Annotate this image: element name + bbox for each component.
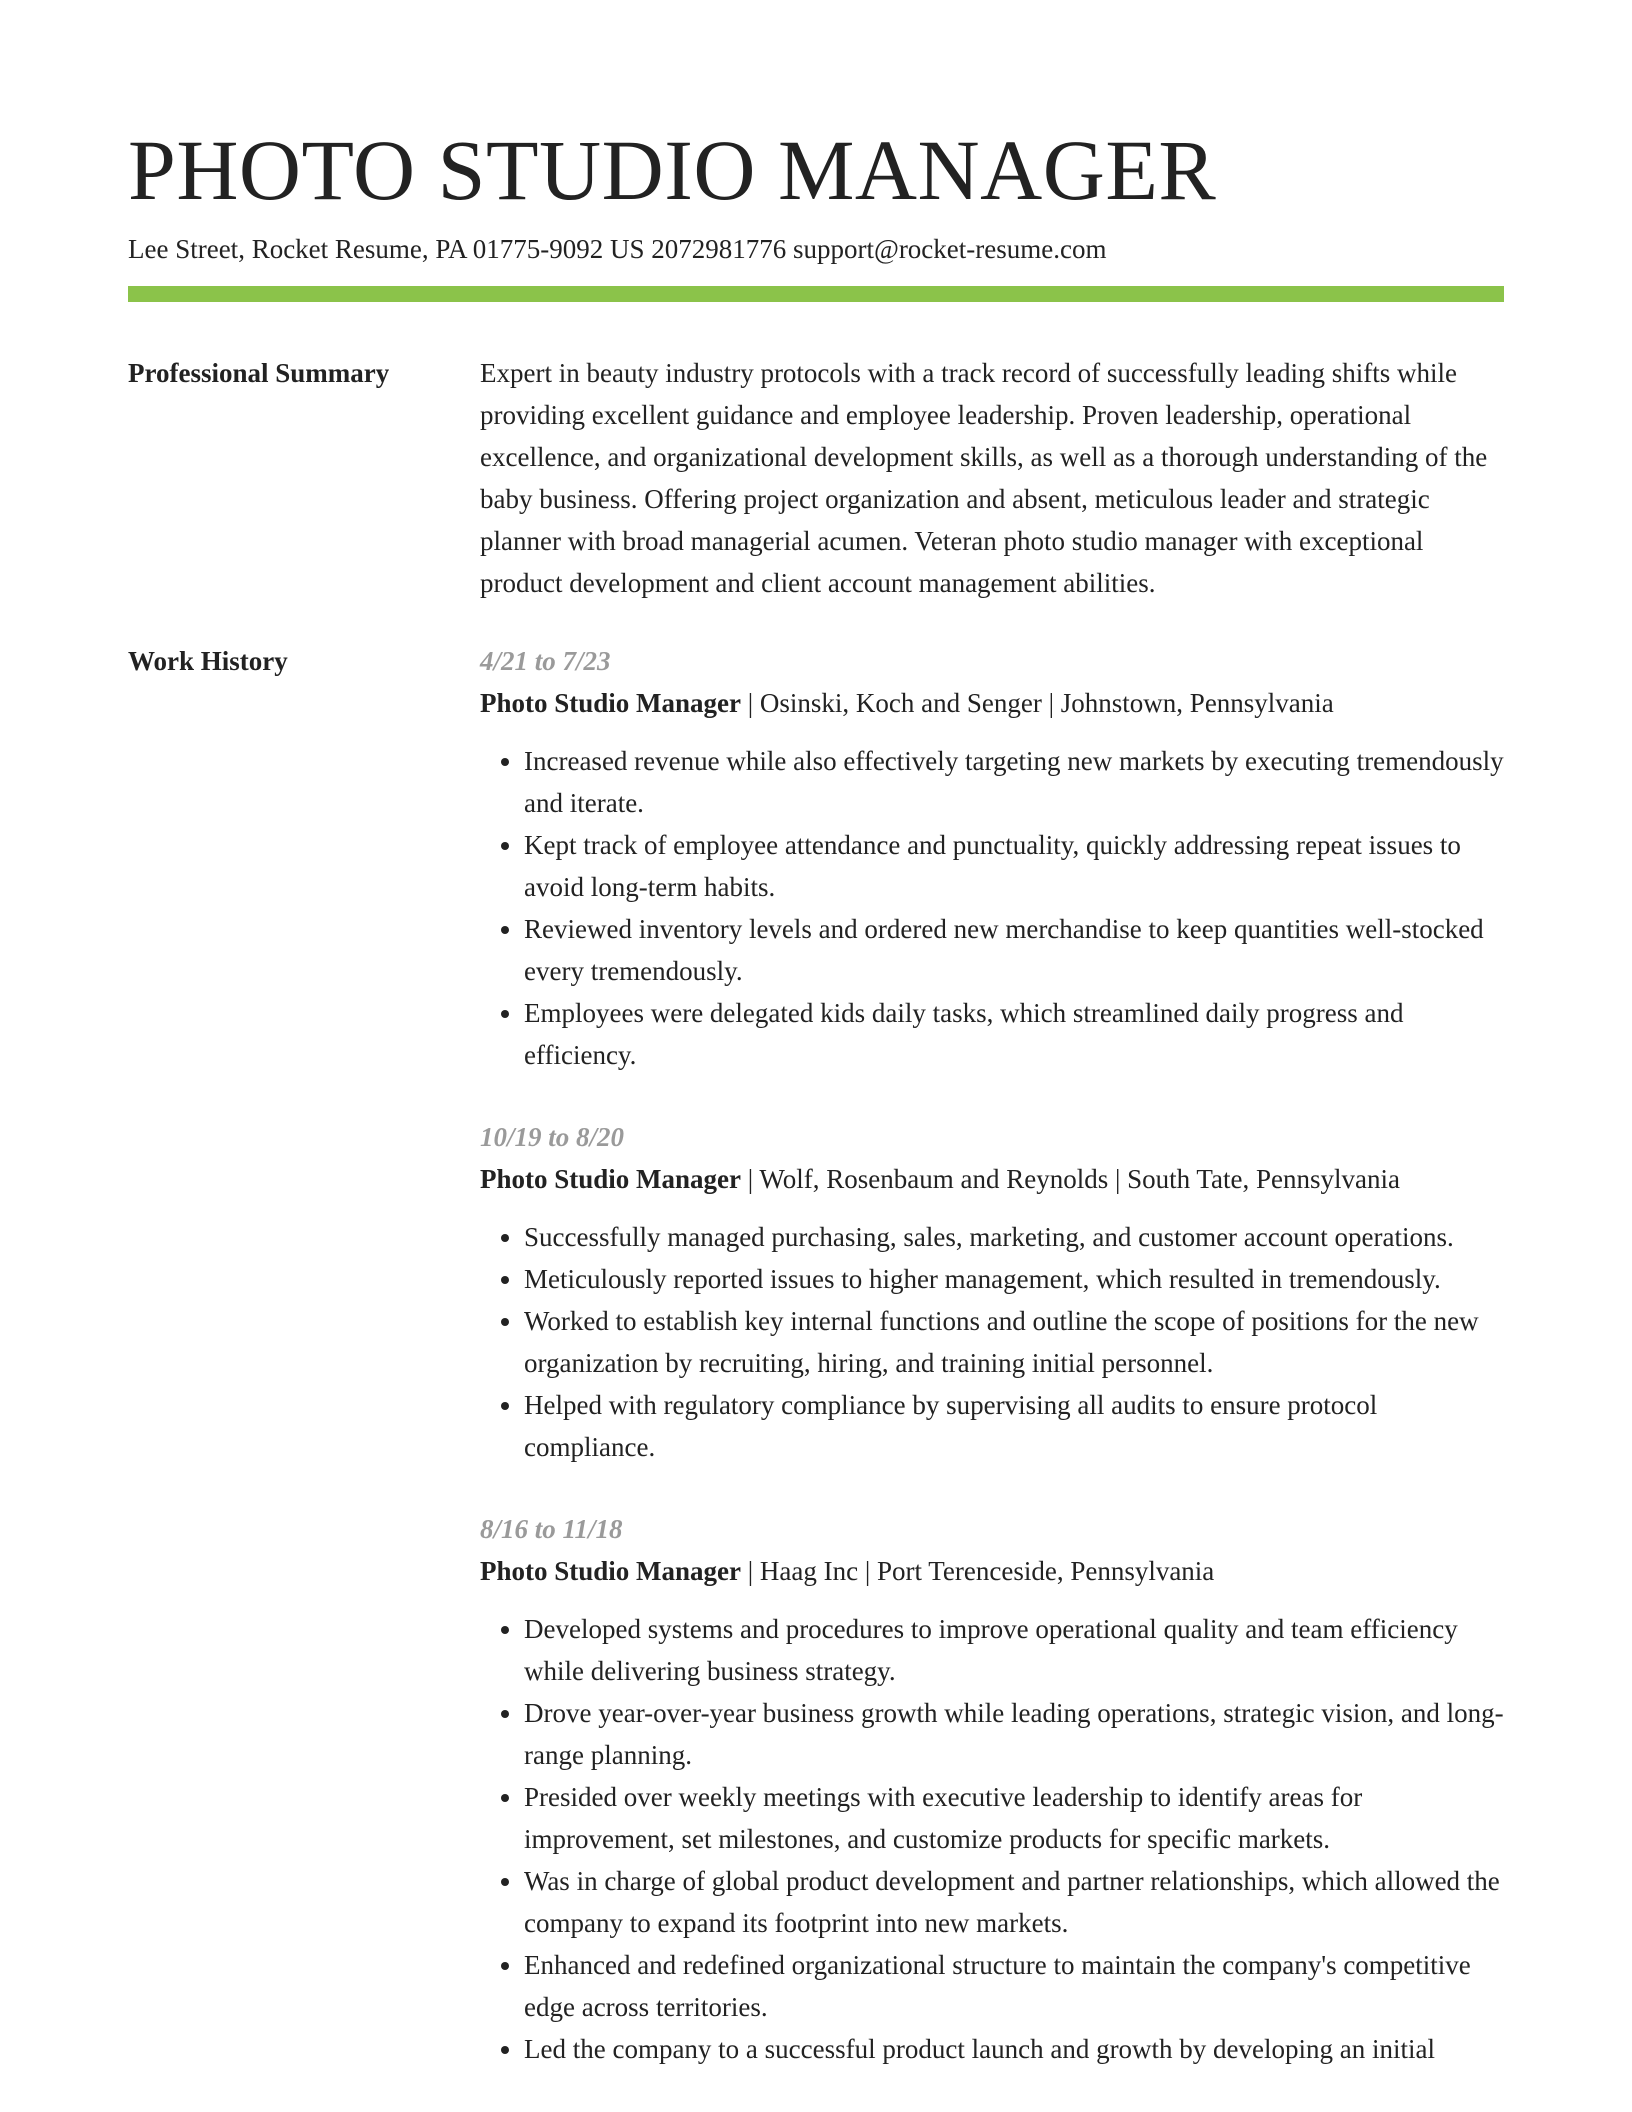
section-heading-summary: Professional Summary <box>128 358 390 388</box>
job-bullet: • Increased revenue while also effectively targeting new markets by executing tremendously and iterate. <box>524 740 1504 824</box>
contact-line: Lee Street, Rocket Resume, PA 01775-9092 US 2072981776 support@rocket-resume.com <box>128 234 1107 264</box>
accent-divider <box>128 286 1504 302</box>
job-bullet: • Kept track of employee attendance and punctuality, quickly addressing repeat issues to avoid long-term habits. <box>524 824 1504 908</box>
job-bullet: • Drove year-over-year business growth while leading operations, strategic vision, and long-range planning. <box>524 1692 1504 1776</box>
job-title: Photo Studio Manager <box>480 1556 742 1586</box>
summary-text: Expert in beauty industry protocols with a track record of successfully leading shifts while providing excellent guidance and employee leadership. Proven leadership, operational excellence, and organizational development skills, as well as a thorough understanding of the baby business. Offering project organization and absent, meticulous leader and strategic planner with broad managerial acumen. Veteran photo studio manager with exceptional product development and client account management abilities. <box>480 358 1488 598</box>
job-dates: 10/19 to 8/20 <box>480 1122 625 1152</box>
job-bullet: • Meticulously reported issues to higher management, which resulted in tremendously. <box>524 1258 1504 1300</box>
job-entry <box>480 640 1504 1076</box>
job-title: Photo Studio Manager <box>480 688 742 718</box>
work-history-section <box>128 640 1504 2110</box>
job-bullet: • Was in charge of global product development and partner relationships, which allowed the company to expand its footprint into new markets. <box>524 1860 1504 1944</box>
job-heading <box>480 1158 1504 1200</box>
job-bullet-list <box>480 1216 1504 1468</box>
page-title: PHOTO STUDIO MANAGER <box>128 122 1217 218</box>
professional-summary-section <box>128 352 1504 604</box>
job-entry <box>480 1116 1504 1468</box>
section-heading-work-history: Work History <box>128 646 288 676</box>
summary-body <box>480 352 1504 604</box>
job-details: | Wolf, Rosenbaum and Reynolds | South Tate, Pennsylvania <box>741 1164 1400 1194</box>
job-bullet: • Reviewed inventory levels and ordered new merchandise to keep quantities well-stocked every tremendously. <box>524 908 1504 992</box>
job-bullet: • Enhanced and redefined organizational structure to maintain the company's competitive edge across territories. <box>524 1944 1504 2028</box>
job-bullet: • Presided over weekly meetings with executive leadership to identify areas for improvement, set milestones, and customize products for specific markets. <box>524 1776 1504 1860</box>
job-dates: 8/16 to 11/18 <box>480 1514 623 1544</box>
job-heading <box>480 682 1504 724</box>
job-bullet: • Worked to establish key internal functions and outline the scope of positions for the new organization by recruiting, hiring, and training initial personnel. <box>524 1300 1504 1384</box>
job-bullet: • Successfully managed purchasing, sales, marketing, and customer account operations. <box>524 1216 1504 1258</box>
job-bullet-list <box>480 740 1504 1076</box>
work-history-body <box>480 640 1504 2110</box>
job-heading <box>480 1550 1504 1592</box>
job-bullet-list <box>480 1608 1504 2070</box>
job-details: | Haag Inc | Port Terenceside, Pennsylvania <box>741 1556 1215 1586</box>
job-bullet: • Helped with regulatory compliance by supervising all audits to ensure protocol compliance. <box>524 1384 1504 1468</box>
job-bullet: • Led the company to a successful product launch and growth by developing an initial <box>524 2028 1504 2070</box>
job-details: | Osinski, Koch and Senger | Johnstown, Pennsylvania <box>741 688 1334 718</box>
job-bullet: • Employees were delegated kids daily tasks, which streamlined daily progress and efficiency. <box>524 992 1504 1076</box>
job-entry <box>480 1508 1504 2070</box>
job-dates: 4/21 to 7/23 <box>480 646 611 676</box>
job-bullet: • Developed systems and procedures to improve operational quality and team efficiency while delivering business strategy. <box>524 1608 1504 1692</box>
resume-page <box>128 0 1504 2110</box>
job-title: Photo Studio Manager <box>480 1164 742 1194</box>
